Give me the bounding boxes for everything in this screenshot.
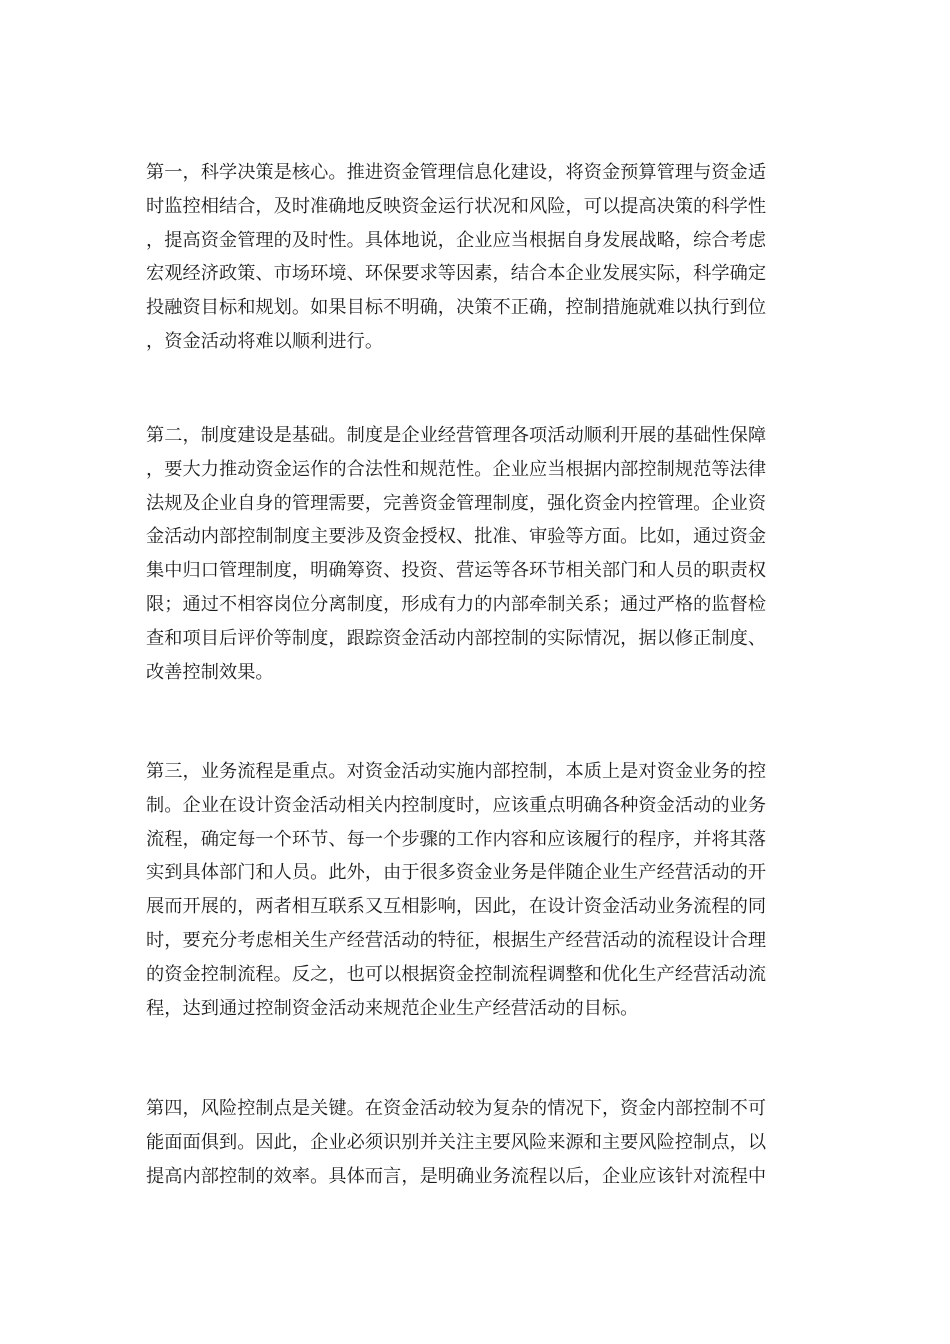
text-line: 时，要充分考虑相关生产经营活动的特征，根据生产经营活动的流程设计合理 — [146, 929, 767, 951]
text-line: 展而开展的，两者相互联系又互相影响，因此，在设计资金活动业务流程的同 — [146, 896, 767, 918]
text-line: 改善控制效果。 — [146, 661, 274, 683]
text-line: ，要大力推动资金运作的合法性和规范性。企业应当根据内部控制规范等法律 — [146, 458, 767, 480]
text-line: 第二，制度建设是基础。制度是企业经营管理各项活动顺利开展的基础性保障 — [146, 425, 767, 446]
paragraph-2-system-building — [146, 419, 806, 689]
text-line: 宏观经济政策、市场环境、环保要求等因素，结合本企业发展实际，科学确定 — [146, 263, 767, 285]
text-line: ，提高资金管理的及时性。具体地说，企业应当根据自身发展战略，综合考虑 — [146, 229, 767, 251]
text-line: 法规及企业自身的管理需要，完善资金管理制度，强化资金内控管理。企业资 — [146, 492, 767, 514]
text-line: 流程，确定每一个环节、每一个步骤的工作内容和应该履行的程序，并将其落 — [146, 828, 767, 850]
text-line: 第一，科学决策是核心。推进资金管理信息化建设，将资金预算管理与资金适 — [146, 162, 767, 183]
text-line: 能面面俱到。因此，企业必须识别并关注主要风险来源和主要风险控制点，以 — [146, 1131, 767, 1153]
paragraph-4-risk-control — [146, 1092, 806, 1193]
text-line: 金活动内部控制制度主要涉及资金授权、批准、审验等方面。比如，通过资金 — [146, 526, 767, 548]
text-line: 程，达到通过控制资金活动来规范企业生产经营活动的目标。 — [146, 997, 639, 1019]
text-line: 限；通过不相容岗位分离制度，形成有力的内部牵制关系；通过严格的监督检 — [146, 593, 767, 615]
text-line: 制。企业在设计资金活动相关内控制度时，应该重点明确各种资金活动的业务 — [146, 794, 767, 816]
text-line: ，资金活动将难以顺利进行。 — [146, 330, 384, 352]
text-line: 第四，风险控制点是关键。在资金活动较为复杂的情况下，资金内部控制不可 — [146, 1098, 767, 1119]
text-line: 提高内部控制的效率。具体而言，是明确业务流程以后，企业应该针对流程中 — [146, 1165, 767, 1187]
text-line: 集中归口管理制度，明确筹资、投资、营运等各环节相关部门和人员的职责权 — [146, 560, 767, 582]
text-line: 查和项目后评价等制度，跟踪资金活动内部控制的实际情况，据以修正制度、 — [146, 627, 767, 649]
text-line: 第三，业务流程是重点。对资金活动实施内部控制，本质上是对资金业务的控 — [146, 761, 767, 782]
text-line: 实到具体部门和人员。此外，由于很多资金业务是伴随企业生产经营活动的开 — [146, 862, 767, 884]
text-line: 投融资目标和规划。如果目标不明确，决策不正确，控制措施就难以执行到位 — [146, 297, 767, 319]
paragraph-3-business-process — [146, 755, 806, 1025]
text-line: 的资金控制流程。反之，也可以根据资金控制流程调整和优化生产经营活动流 — [146, 963, 767, 985]
text-line: 时监控相结合，及时准确地反映资金运行状况和风险，可以提高决策的科学性 — [146, 195, 767, 217]
paragraph-1-scientific-decision — [146, 156, 806, 359]
